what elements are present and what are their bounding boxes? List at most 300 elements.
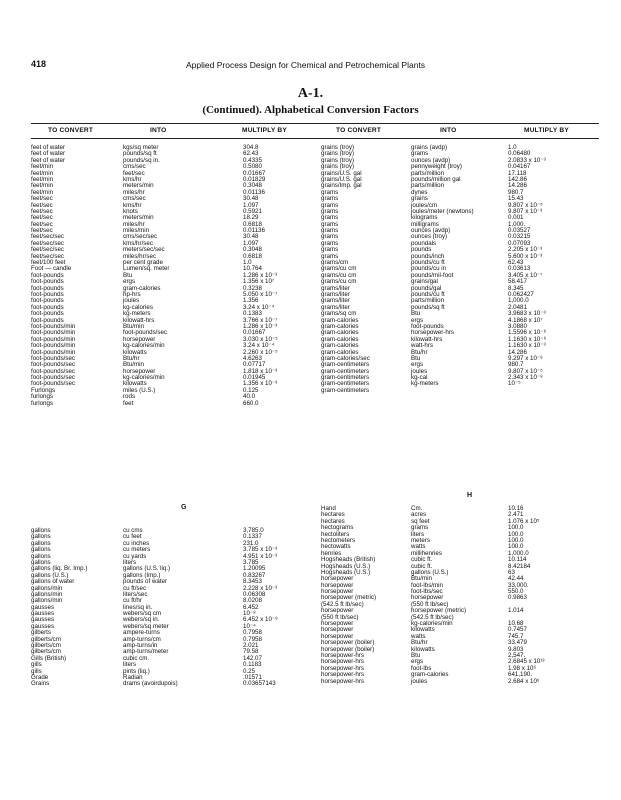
table-cell: feet/sec [31,207,53,215]
table-cell: 0.5921 [243,207,262,215]
table-cell: grains (avdp) [411,144,448,151]
table-cell: grams/cu cm [321,265,357,273]
table-cell: grams [321,239,339,247]
table-cell: foot-pounds [31,297,64,305]
table-cell: grams [321,252,339,260]
table-cell: feet/sec [31,201,53,209]
table-cell: foot-pounds/sec [31,354,76,362]
page-number: 418 [31,59,47,69]
table-cell: kilograms [411,214,438,222]
table-cell: 0.07717 [243,361,266,369]
table-cell: Hogsheads (British) [321,556,376,564]
table-cell: foot-pounds/min [31,348,76,356]
table-cell: pounds/cu in [411,265,447,273]
table-cell: 0.1183 [243,661,262,669]
table-cell: feet of water [31,156,66,164]
table-cell: grams [321,214,339,222]
table-cell: Gills (British) [31,654,67,662]
table-cell: horsepower [321,588,354,596]
table-cell: .01571 [243,673,262,681]
table-cell: 550.0 [508,588,524,596]
table-cell: 1.076 x 10⁵ [508,517,540,525]
table-cell: pounds/million gal [411,175,461,183]
table-cell: gram-calories [321,335,359,343]
table-cell: acres [411,511,427,519]
table-cell: parts/million [411,169,445,177]
table-cell: 1.818 x 10⁻³ [243,367,278,375]
table-cell: 0.9863 [508,594,527,602]
table-cell: 3.0880 [508,322,527,330]
table-cell: 304.8 [243,144,259,151]
table-cell: (550 ft lb/sec) [321,613,359,621]
table-cell: gram-calories [411,671,449,679]
table-cell: 10.16 [508,505,524,512]
table-cell: kilowatt-hrs [123,316,155,324]
table-cell: 100.0 [508,543,524,551]
table-cell: foot-pounds/min [31,322,76,330]
table-cell: foot-pounds/sec [31,361,76,369]
table-cell: foot-lbs [411,664,432,672]
table-cell: 62.43 [508,259,524,267]
table-cell: pennyweight (troy) [411,163,462,171]
table-cell: kg-cal [411,374,428,382]
table-cell: grams [321,227,339,235]
table-cell: webers/sq cm [123,610,162,618]
table-cell: feet/min [31,182,54,190]
section-heading-h: H [467,492,473,499]
table-cell: 142.86 [508,175,527,183]
table-cell: pounds/inch [411,252,445,260]
table-cell: ounces (troy) [411,233,448,241]
table-cell: poundals [411,239,437,247]
table-cell: kg-calories/min [123,374,165,382]
table-cell: 0.06308 [243,590,266,598]
table-cell: cu cms [123,527,143,534]
table-cell: 14.286 [508,348,527,356]
table-cell: grams/cu cm [321,271,357,279]
table-cell: feet/min [31,169,54,177]
table-cell: liters [411,530,425,538]
table-cell: 0.03527 [508,227,531,235]
table-cell: webers/sq meter [123,622,169,630]
table-cell: grams [321,207,339,215]
table-cell: foot-pounds [31,303,64,311]
header-bottom-rule [31,138,599,139]
table-cell: pounds/gal [411,284,442,292]
table-cell: 17.118 [508,169,527,177]
table-cell: grams/cu cm [321,278,357,286]
table-cell: 0.4335 [243,156,262,164]
table-cell: 1.1630 x 10⁻³ [508,342,546,350]
left-g-multiply-column [243,528,313,688]
table-cell: gallons/min [31,597,63,605]
table-cell: 0.1383 [243,310,262,318]
table-cell: grains (troy) [321,163,355,171]
table-cell: cu ft/sec [123,584,147,592]
table-cell: foot-lbs/min [411,581,443,589]
table-cell: gausses [31,610,55,618]
table-cell: Btu/min [411,575,432,583]
table-cell: 231.0 [243,539,259,547]
table-cell: grams/liter [321,290,350,298]
table-cell: feet [123,399,134,407]
table-cell: pounds [411,246,432,254]
table-cell: 10⁻⁸ [243,610,256,618]
table-cell: gilberts [31,629,51,637]
table-cell: Btu/hr [411,348,428,356]
table-cell: cubic ft. [411,556,433,564]
table-cell: grams [411,150,429,158]
table-cell: feet/sec/sec [31,239,65,247]
header-to-convert-right: TO CONVERT [336,127,382,134]
table-cell: pounds/sq in. [123,156,160,164]
table-cell: 0.3238 [243,284,262,292]
header-multiply-right: MULTIPLY BY [524,127,569,134]
table-cell: gallons [31,552,51,560]
table-cell: 0.3048 [243,246,262,254]
table-cell: Btu/hr [123,354,140,362]
table-cell: gausses [31,603,55,611]
table-cell: 9.297 x 10⁻⁸ [508,354,543,362]
right-h-to-column [321,506,409,685]
table-cell: 30.48 [243,233,259,241]
table-cell: miles/hr [123,220,145,228]
table-cell: cu inches [123,539,150,547]
table-cell: hectoliters [321,530,350,538]
table-cell: cu yards [123,552,147,560]
table-cell: gallons [31,546,51,554]
table-cell: 1,000. [508,220,526,228]
table-cell: grains/U.S. gal [321,169,362,177]
table-cell: 5.600 x 10⁻³ [508,252,543,260]
table-cell: 142.07 [243,654,262,662]
table-cell: 14.286 [508,182,527,190]
table-cell: 62.43 [243,150,259,158]
table-cell: 3,785.0 [243,527,264,534]
table-cell: henries [321,549,342,557]
header-top-rule [31,123,599,124]
table-cell: 3.24 x 10⁻⁴ [243,342,275,350]
table-cell: watts [411,543,426,551]
table-cell: gram-calories [321,316,359,324]
table-cell: 0.7457 [508,626,527,634]
table-cell: horsepower (metric) [321,594,377,602]
table-cell: grams [321,233,339,241]
table-cell: ounces (avdp) [411,156,451,164]
table-cell: Cm. [411,505,423,512]
table-cell: gram-calories/sec [321,354,370,362]
table-cell: feet of water [31,144,66,151]
table-cell: 3.9683 x 10⁻³ [508,310,546,318]
table-cell: 6.452 [243,603,259,611]
table-cell: gilberts/cm [31,648,61,656]
table-cell: 980.7 [508,188,524,196]
table-cell: amp-turns/cm [123,635,161,643]
table-cell: joules/cm [411,201,438,209]
table-cell: 18.29 [243,214,259,222]
table-cell: lines/sq in. [123,603,153,611]
table-cell: 641,190. [508,671,533,679]
table-cell: 9.803 [508,645,524,653]
table-cell: gallons of water [31,578,75,586]
table-cell: Hogsheads (U.S.) [321,562,371,570]
table-cell: 9.807 x 10⁻⁵ [508,201,543,209]
table-cell: 0.83267 [243,571,266,579]
table-cell: foot-pounds [31,284,64,292]
table-cell: 10.68 [508,620,524,628]
table-cell: gallons (Imp.) [123,571,161,579]
table-cell: furlongs [31,393,54,401]
table-cell: knots [123,207,138,215]
table-cell: grams [321,201,339,209]
table-cell: hectares [321,517,345,525]
table-cell: 10.114 [508,556,527,564]
table-cell: horsepower [321,620,354,628]
table-cell: 0.062427 [508,290,534,298]
table-cell: 980.7 [508,361,524,369]
table-cell: grams/liter [321,297,350,305]
table-cell: 0.001 [508,214,524,222]
table-title: (Continued). Alphabetical Conversion Factors [202,104,419,116]
table-cell: 0.01136 [243,227,265,235]
table-cell: grains/gal [411,278,438,286]
table-cell: gram-calories [321,329,359,337]
table-cell: 1.1630 x 10⁻⁶ [508,335,547,343]
table-cell: 1.20095 [243,565,266,573]
table-cell: 33,000. [508,581,529,589]
table-cell: miles/hr/sec [123,252,157,260]
table-cell: foot-pounds [31,310,64,318]
table-cell: 2.205 x 10⁻³ [508,246,543,254]
table-cell: Foot — candle [31,265,72,273]
table-cell: gallons [31,558,51,566]
table-cell: 0.03657143 [243,680,276,688]
table-cell: foot-pounds/min [31,342,76,350]
table-cell: feet/sec/sec [31,233,65,241]
table-cell: 1.097 [243,201,259,209]
table-cell: 3.24 x 10⁻⁴ [243,303,275,311]
table-cell: feet/sec [31,227,53,235]
table-cell: 9.807 x 10⁻⁵ [508,367,543,375]
table-cell: 1.286 x 10⁻³ [243,271,278,279]
table-cell: 0.1337 [243,533,262,541]
table-cell: horsepower (metric) [411,607,467,615]
table-cell: pounds/mil-foot [411,271,454,279]
table-cell: foot-pounds/sec [31,367,76,375]
table-cell: Btu/min [123,361,144,369]
table-cell: ampere-turns [123,629,160,637]
table-cell: feet/sec [123,169,145,177]
table-cell: gallons (U.S.) [411,568,449,576]
table-cell: ergs [411,361,424,369]
table-cell: pounds/cu ft [411,259,445,267]
table-cell: 0.01667 [243,169,266,177]
table-cell: grams [321,220,339,228]
table-cell: ergs [123,278,136,286]
table-cell: amp-turns/meter [123,648,169,656]
table-cell: foot-pounds [31,271,64,279]
table-cell: 10⁻⁵ [508,380,521,388]
table-cell: 1.356 [243,297,259,305]
table-cell: hectares [321,511,345,519]
table-cell: gilberts/cm [31,642,61,650]
table-cell: kgs/sq meter [123,144,159,151]
table-cell: 2.228 x 10⁻³ [243,584,278,592]
table-cell: horsepower-hrs [321,671,364,679]
table-cell: 3.785 x 10⁻³ [243,546,278,554]
table-cell: 2.260 x 10⁻⁵ [243,348,278,356]
table-cell: amp-turns/in [123,642,158,650]
left-f-to-column [31,145,113,407]
table-cell: 9.807 x 10⁻³ [508,207,543,215]
header-into-right: INTO [440,127,457,134]
table-cell: kms/hr/sec [123,239,153,247]
table-cell: Btu/min [123,322,144,330]
right-g-multiply-column [508,145,598,388]
table-cell: 100.0 [508,536,524,544]
header-to-convert-left: TO CONVERT [48,127,94,134]
table-cell: pounds/cu ft [411,290,445,298]
table-cell: gallons [31,527,51,534]
table-cell: gram-calories [321,322,359,330]
table-cell: 42.44 [508,575,524,583]
table-cell: 40.0 [243,393,256,401]
table-cell: horsepower-hrs [411,329,454,337]
table-cell: kg-calories/min [123,342,165,350]
table-cell: grains/Imp. gal [321,182,362,190]
table-cell: 0.125 [243,386,259,394]
table-cell: feet/min [31,188,54,196]
table-cell: horsepower (boiler) [321,639,375,647]
right-h-multiply-column [508,506,598,685]
table-cell: kilowatts [123,380,147,388]
table-cell: hectometers [321,536,356,544]
table-cell: 1.356 x 10⁷ [243,278,275,286]
table-cell: webers/sq in. [123,616,160,624]
table-cell: watt-hrs [411,342,434,350]
table-cell: drams (avoirdupois) [123,680,178,688]
table-cell: gram-calories [321,348,359,356]
table-cell: cubic ft. [411,562,433,570]
table-cell: millihenries [411,549,442,557]
running-title: Applied Process Design for Chemical and Petrochemical Plants [186,60,426,70]
table-cell: horsepower-hrs [321,664,364,672]
table-cell: cms/sec [123,195,146,203]
table-cell: (550 ft lb/sec) [411,600,449,608]
table-cell: 0.7958 [243,635,262,643]
table-cell: liters/sec [123,590,148,598]
table-cell: feet of water [31,150,66,158]
table-cell: 1.097 [243,239,259,247]
table-cell: Btu/hr [411,639,428,647]
table-cell: 3.766 x 10⁻⁷ [243,316,278,324]
table-cell: gallons [31,539,51,547]
table-cell: 0.03613 [508,265,531,273]
table-cell: grams [321,195,339,203]
table-cell: foot-pounds/min [31,329,76,337]
table-cell: 0.25 [243,667,256,675]
table-cell: 0.01667 [243,329,266,337]
table-cell: 8.42184 [508,562,531,570]
table-cell: gilberts/cm [31,635,61,643]
table-cell: Btu [411,354,421,362]
table-cell: gallons (U.S.) [31,571,69,579]
right-g-to-column [321,145,409,394]
table-cell: 0.3048 [243,182,262,190]
table-cell: 0.01829 [243,175,266,183]
table-cell: 745.7 [508,632,524,640]
table-cell: cms/sec [123,163,146,171]
table-cell: feet/sec/sec [31,246,65,254]
table-cell: miles/hr [123,188,145,196]
table-cell: gram-centimeters [321,386,370,394]
left-f-multiply-column [243,145,313,407]
table-cell: gram-calories [321,342,359,350]
table-cell: Btu [411,651,421,659]
table-cell: 8.345 [508,284,524,292]
table-cell: furlongs [31,399,54,407]
table-cell: rods [123,393,136,401]
table-cell: grams/sq cm [321,310,357,318]
table-cell: kg-calories [123,303,153,311]
table-cell: 33.479 [508,639,527,647]
table-cell: 1.5596 x 10⁻⁶ [508,329,547,337]
table-cell: hectowatts [321,543,351,551]
table-cell: Grade [31,673,49,681]
table-cell: gallons (liq. Br. Imp.) [31,565,88,573]
table-cell: horsepower [123,367,156,375]
table-cell: horsepower [321,632,354,640]
table-cell: horsepower [321,575,354,583]
table-cell: gram-calories [123,284,161,292]
table-cell: horsepower-hrs [321,677,364,685]
table-cell: kg-meters [123,310,151,318]
table-cell: pints (liq.) [123,667,150,675]
table-cell: 2.0481 [508,303,527,311]
table-cell: miles/min [123,227,150,235]
table-cell: Furlongs [31,386,56,394]
table-cell: 6.452 x 10⁻⁸ [243,616,278,624]
table-cell: gallons [31,533,51,541]
table-cell: 3.785 [243,558,259,566]
table-cell: grams/liter [321,303,350,311]
table-cell: miles (U.S.) [123,386,156,394]
table-cell: meters [411,536,430,544]
table-cell: feet/min [31,175,54,183]
table-cell: grams/cm [321,259,349,267]
table-cell: horsepower [321,626,354,634]
table-cell: horsepower-hrs [321,651,364,659]
header-multiply-left: MULTIPLY BY [242,127,287,134]
table-cell: foot-pounds [31,290,64,298]
table-cell: kms/hr [123,175,142,183]
table-cell: cms/sec/sec [123,233,158,241]
table-cell: 1.014 [508,607,524,615]
table-cell: kms/hr [123,201,142,209]
table-cell: gills [31,667,42,675]
table-cell: Btu [411,310,421,318]
table-cell: 0.5080 [243,163,262,171]
table-cell: 1.98 x 10⁶ [508,664,537,672]
table-cell: kilowatts [123,348,147,356]
table-cell: 63 [508,568,515,576]
table-cell: hp-hrs [123,290,141,298]
table-cell: pounds of water [123,578,168,586]
table-cell: gills [31,661,42,669]
table-cell: gallons (U.S. liq.) [123,565,171,573]
table-cell: 0.07093 [508,239,531,247]
table-cell: grams [411,524,429,532]
